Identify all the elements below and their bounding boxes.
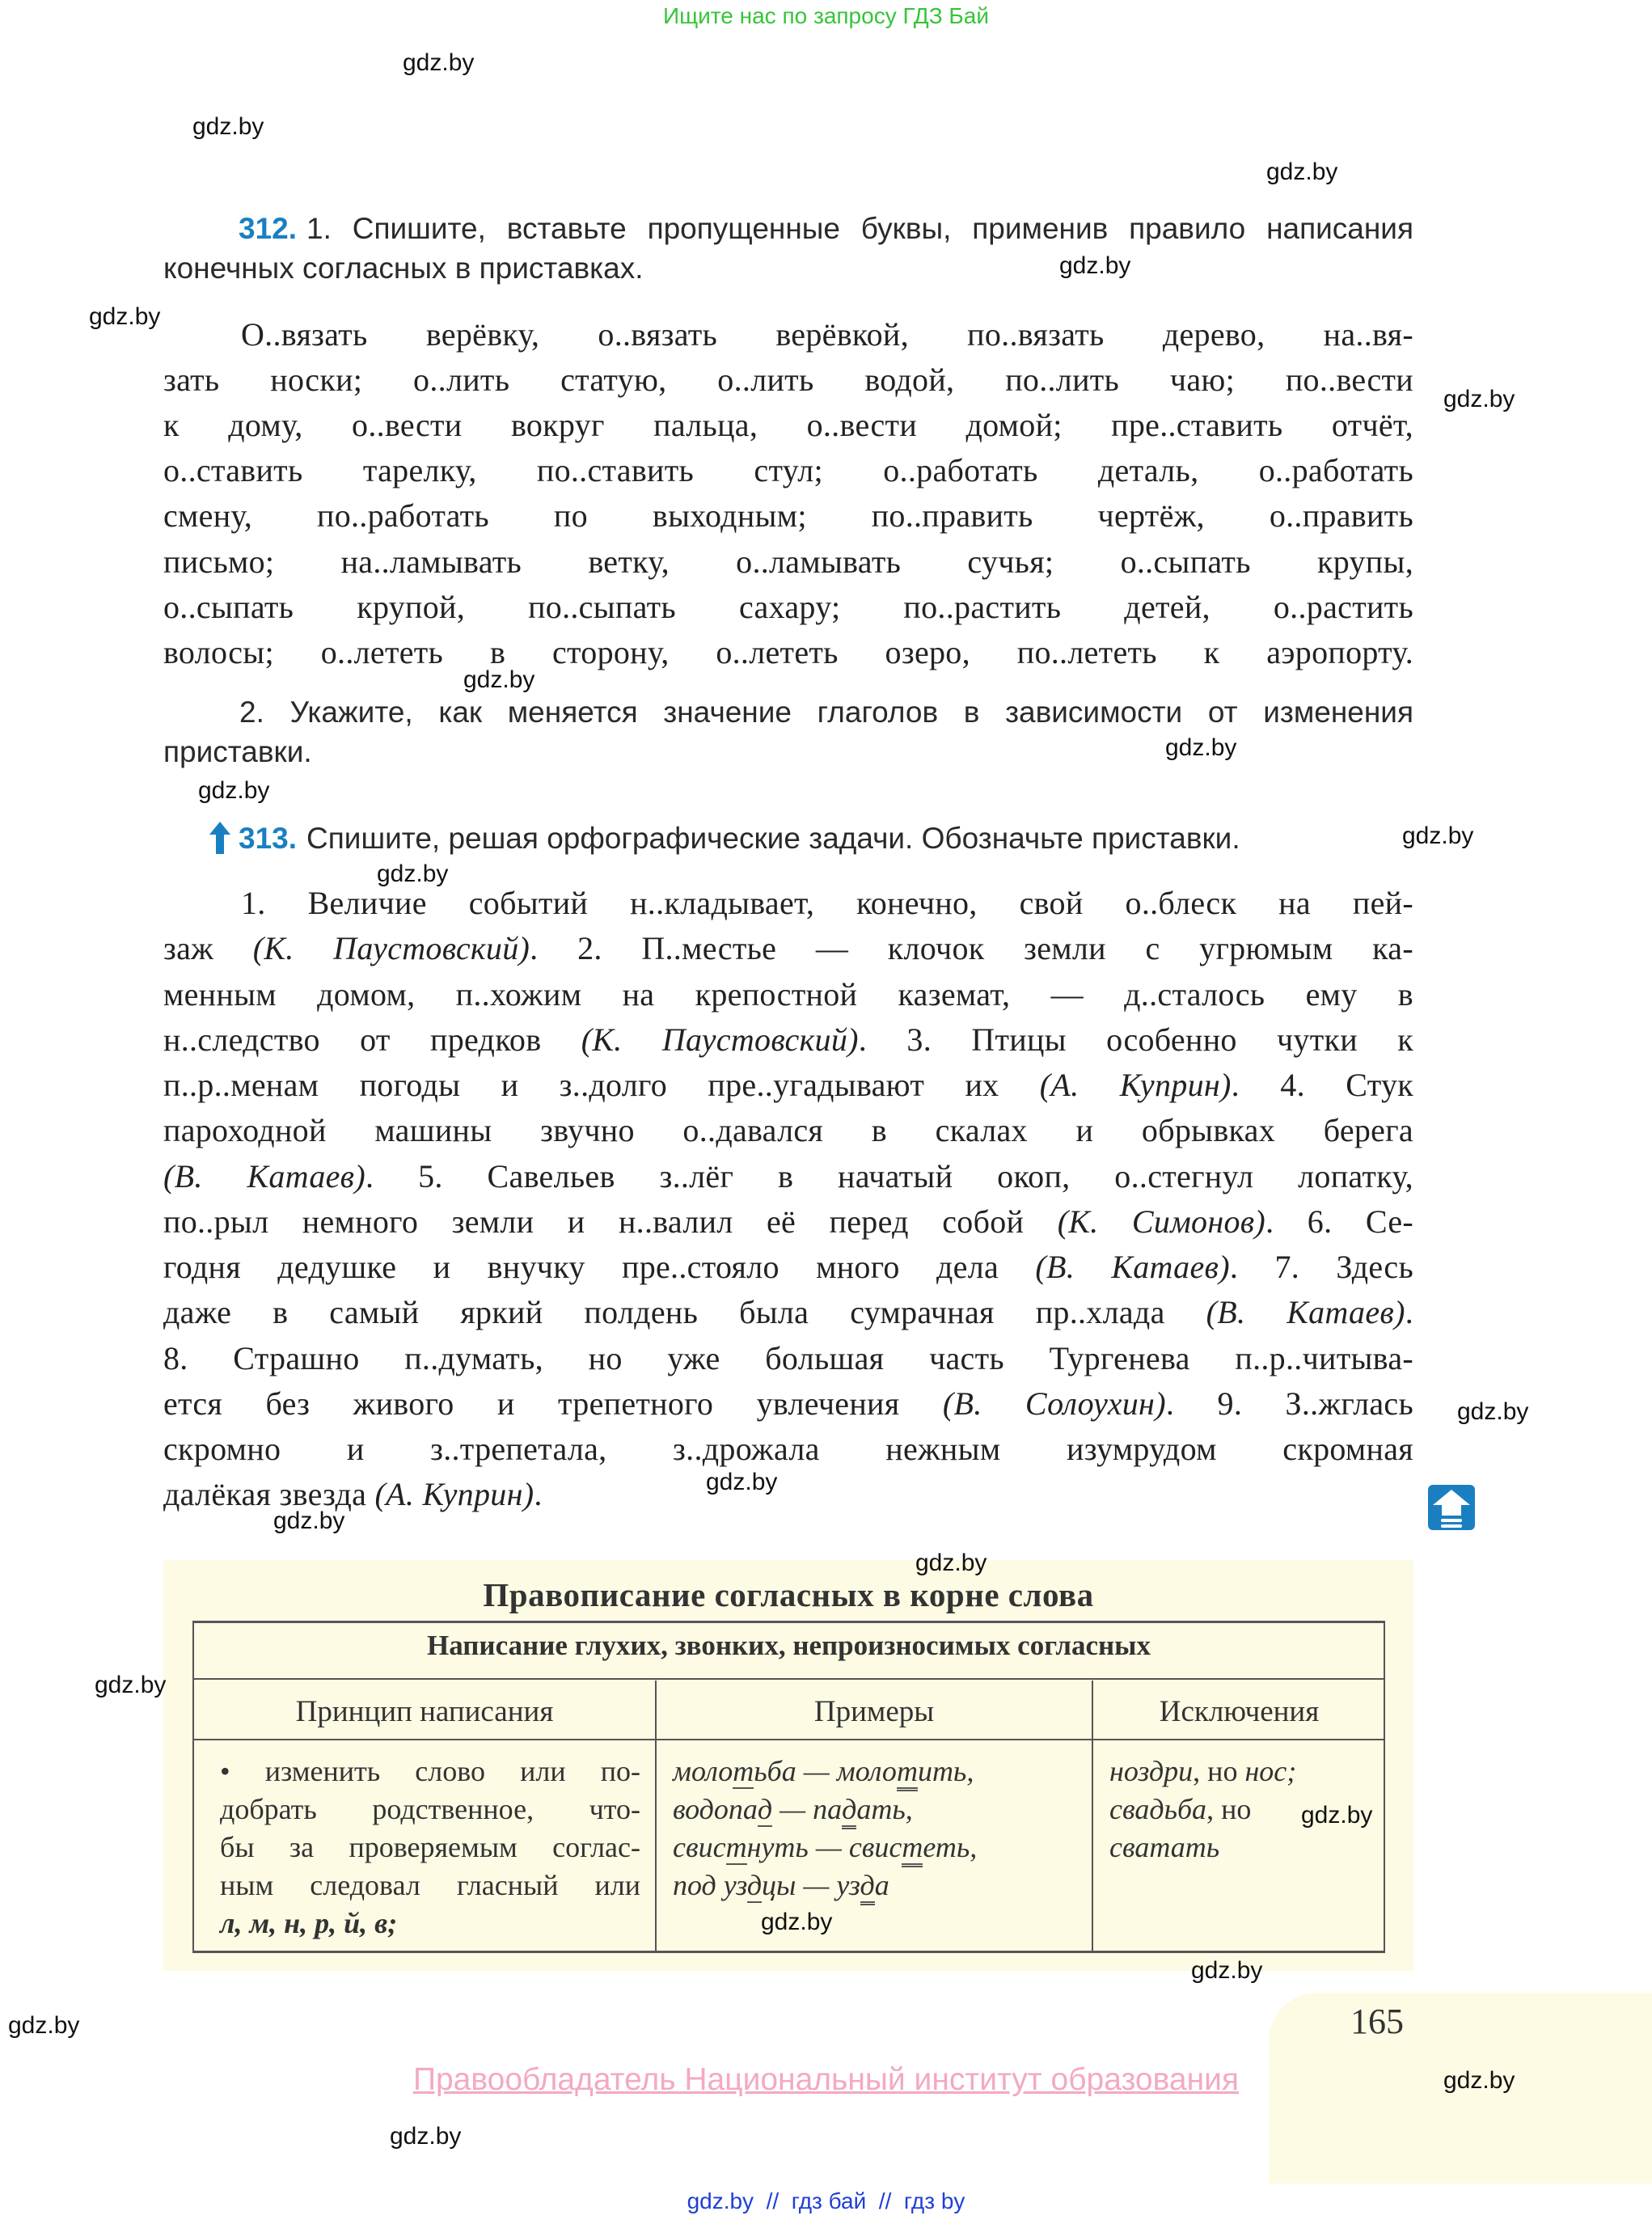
text-line: зать носки; о..лить статую, о..лить водой, по..лить чаю; по..вести — [163, 362, 1413, 399]
watermark: gdz.by — [1059, 252, 1131, 279]
author-citation: (В. Катаев) — [1035, 1249, 1230, 1285]
author-citation: (В. Катаев) — [1206, 1294, 1405, 1331]
text-line: (В. Катаев). 5. Савельев з..лёг в начатый окоп, о..стегнул лопатку, — [163, 1157, 1413, 1194]
rule-title: Правописание согласных в корне слова — [483, 1576, 1094, 1613]
watermark: gdz.by — [706, 1469, 778, 1495]
watermark: gdz.by — [1443, 386, 1515, 412]
orthogram-letter: д — [842, 1793, 856, 1829]
watermark: gdz.by — [95, 1672, 167, 1698]
text-line: по..рыл немного земли и н..валил её перед собой (К. Симонов). 6. Се- — [163, 1203, 1413, 1240]
example-line — [673, 1753, 1077, 1791]
orthogram-letter: д — [757, 1793, 773, 1825]
watermark: gdz.by — [390, 2123, 462, 2150]
text-line: волосы; о..лететь в сторону, о..лететь озеро, по..лететь к аэропорту. — [163, 633, 1413, 670]
text-line: ется без живого и трепетного увлечения (В. Солоухин). 9. З..жглась — [163, 1385, 1413, 1422]
task-header-line — [239, 209, 1413, 248]
exception-text: нос; — [1244, 1755, 1297, 1787]
page-number: 165 — [1350, 2002, 1404, 2041]
divider — [194, 1739, 1384, 1740]
watermark: gdz.by — [1402, 822, 1474, 849]
text-line: далёкая звезда (А. Куприн). — [163, 1476, 543, 1513]
exercise-number: 313. — [239, 822, 298, 855]
exception-text: сватать — [1109, 1831, 1220, 1863]
text-line: к дому, о..вести вокруг пальца, о..вести домой; пре..ставить отчёт, — [163, 407, 1413, 444]
example-text: моло — [673, 1755, 733, 1787]
watermark: gdz.by — [463, 666, 535, 693]
task-line: приставки. — [163, 735, 312, 768]
exercise-number: 312. — [239, 212, 298, 245]
exception-line — [1109, 1753, 1376, 1791]
text-line: заж (К. Паустовский). 2. П..местье — клочок земли с угрюмым ка- — [163, 930, 1413, 967]
watermark: gdz.by — [1165, 734, 1237, 761]
exception-text: , но — [1206, 1793, 1252, 1825]
text-line: 8. Страшно п..думать, но уже большая часть Тургенева п..р..читыва- — [163, 1339, 1413, 1376]
principle-line: ным следовал гласный или — [220, 1869, 640, 1901]
watermark: gdz.by — [89, 303, 161, 330]
watermark: gdz.by — [403, 49, 475, 76]
watermark: gdz.by — [1191, 1957, 1263, 1984]
author-citation: (В. Солоухин) — [942, 1385, 1166, 1422]
orthogram-letter: д — [860, 1869, 875, 1905]
task-text: 1. Спишите, вставьте пропущенные буквы, применив правило написания — [306, 212, 1413, 245]
text-line: 1. Величие событий н..кладывает, конечно, свой о..блеск на пей- — [241, 885, 1413, 921]
watermark: gdz.by — [1457, 1398, 1529, 1425]
example-text: водопа — [673, 1793, 758, 1825]
text-line: п..р..менам погоды и з..долго пре..угадывают их (А. Куприн). 4. Стук — [163, 1067, 1413, 1103]
rule-table — [192, 1621, 1385, 1953]
task-header-line: конечных согласных в приставках. — [163, 252, 644, 285]
example-text: цы — уз — [762, 1869, 860, 1901]
example-text: ать, — [856, 1793, 913, 1825]
column-header: Принцип написания — [295, 1695, 554, 1728]
task-header-line — [239, 818, 1240, 858]
example-text: ьба — моло — [754, 1755, 897, 1787]
principle-letters: л, м, н, р, й, в; — [220, 1907, 398, 1939]
text-line: о..ставить тарелку, по..ставить стул; о..работать деталь, о..работать — [163, 452, 1413, 489]
text-line: смену, по..работать по выходным; по..править чертёж, о..править — [163, 497, 1413, 535]
task-text: Спишите, решая орфографические задачи. Обозначьте приставки. — [306, 822, 1240, 855]
example-line — [673, 1867, 1077, 1905]
table-subtitle: Написание глухих, звонких, непроизносимых согласных — [427, 1630, 1151, 1661]
watermark: gdz.by — [192, 113, 264, 140]
text-line: пароходной машины звучно о..давался в скалах и обрывках берега — [163, 1112, 1413, 1149]
search-hint: Ищите нас по запросу ГДЗ Бай — [662, 3, 990, 28]
examples-cell — [673, 1753, 1077, 1905]
watermark: gdz.by — [1266, 159, 1338, 185]
principle-cell — [220, 1753, 640, 1943]
principle-line: добрать родственное, что- — [220, 1793, 640, 1825]
watermark: gdz.by — [377, 860, 449, 887]
watermark: gdz.by — [1301, 1802, 1373, 1829]
orthogram-letter: т — [725, 1831, 747, 1863]
example-text: — па — [772, 1793, 843, 1825]
example-text: ить, — [917, 1755, 974, 1787]
exception-text: свадьба — [1109, 1793, 1207, 1825]
text-line: письмо; на..ламывать ветку, о..ламывать сучья; о..сыпать крупы, — [163, 543, 1413, 580]
footer-links[interactable]: gdz.by // гдз бай // гдз by — [687, 2188, 965, 2213]
copyright-link[interactable]: Правообладатель Национальный институт образования — [412, 2062, 1240, 2097]
example-line — [673, 1829, 1077, 1867]
principle-line: бы за проверяемым соглас- — [220, 1831, 640, 1863]
watermark: gdz.by — [1443, 2067, 1515, 2094]
example-text: еть, — [923, 1831, 978, 1863]
text-line: годня дедушке и внучку пре..стояло много дела (В. Катаев). 7. Здесь — [163, 1249, 1414, 1285]
example-text: нуть — свис — [746, 1831, 902, 1863]
exception-text: ноздри — [1109, 1755, 1194, 1787]
watermark: gdz.by — [915, 1550, 987, 1576]
author-citation: (А. Куприн) — [1039, 1067, 1232, 1103]
watermark: gdz.by — [198, 777, 270, 804]
text-line: н..следство от предков (К. Паустовский). 3. Птицы особенно чутки к — [163, 1021, 1413, 1058]
watermark: gdz.by — [761, 1909, 833, 1935]
orthogram-letter: т — [733, 1755, 754, 1787]
watermark: gdz.by — [8, 2012, 80, 2039]
author-citation: (К. Симонов) — [1057, 1203, 1266, 1240]
author-citation: (В. Катаев) — [163, 1157, 365, 1194]
exception-line — [1109, 1829, 1376, 1867]
upload-icon[interactable] — [1428, 1485, 1475, 1530]
divider — [194, 1678, 1384, 1680]
example-text: а — [874, 1869, 889, 1901]
arrow-up-icon — [209, 822, 231, 854]
author-citation: (К. Паустовский) — [581, 1021, 859, 1058]
column-header: Исключения — [1159, 1695, 1320, 1728]
orthogram-letter: т — [902, 1831, 923, 1867]
author-citation: (А. Куприн) — [374, 1476, 534, 1513]
text-line: скромно и з..трепетала, з..дрожала нежным изумрудом скромная — [163, 1431, 1413, 1467]
orthogram-letter: д — [746, 1869, 763, 1901]
text-line: о..сыпать крупой, по..сыпать сахару; по..растить детей, о..растить — [163, 588, 1413, 625]
column-header: Примеры — [813, 1695, 935, 1728]
orthogram-letter: т — [897, 1755, 918, 1791]
example-text: под уз — [673, 1869, 747, 1901]
exception-text: , но — [1193, 1755, 1245, 1787]
example-line — [673, 1791, 1077, 1829]
watermark: gdz.by — [273, 1507, 345, 1534]
text-line: даже в самый яркий полдень была сумрачная пр..хлада (В. Катаев). — [163, 1294, 1413, 1331]
text-line: О..вязать верёвку, о..вязать верёвкой, по..вязать дерево, на..вя- — [241, 316, 1413, 353]
example-text: свис — [673, 1831, 726, 1863]
author-citation: (К. Паустовский) — [252, 930, 530, 967]
principle-line: • изменить слово или по- — [220, 1755, 640, 1787]
task-line: 2. Укажите, как меняется значение глаголов в зависимости от изменения — [239, 696, 1413, 729]
text-line: менным домом, п..хожим на крепостной каземат, — д..сталось ему в — [163, 975, 1413, 1013]
